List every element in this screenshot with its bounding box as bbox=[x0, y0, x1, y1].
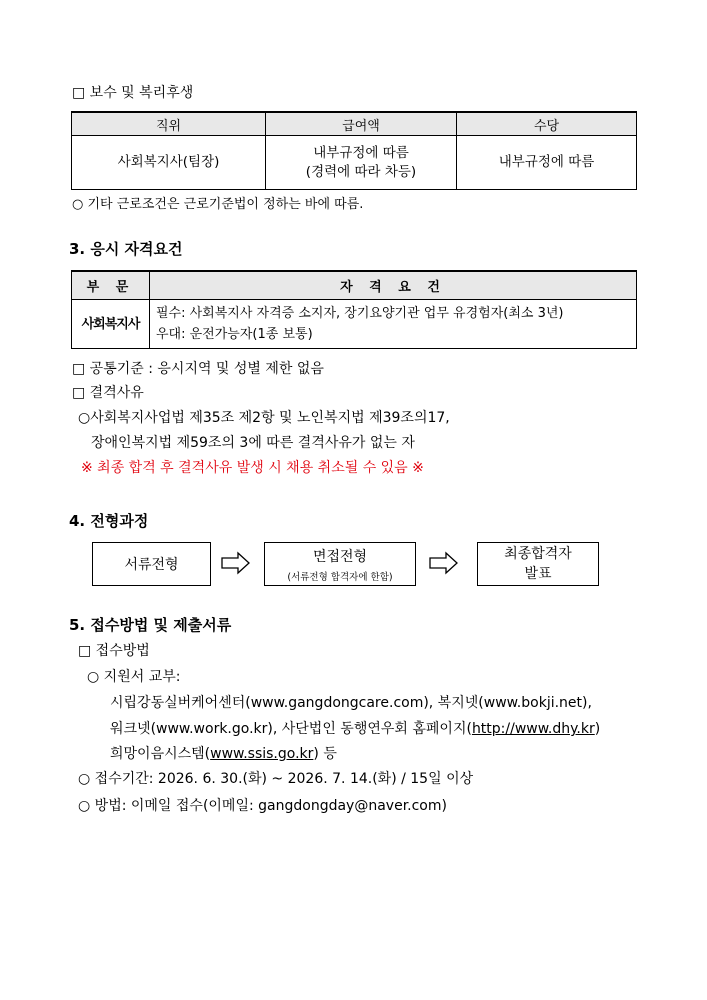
header-position: 직위 bbox=[72, 112, 266, 136]
sites-line3 bbox=[110, 743, 337, 763]
step-interview bbox=[264, 542, 416, 586]
sites-line2-prefix: 워크넷(www.work.go.kr), 사단법인 동행연우회 홈페이지( bbox=[110, 721, 472, 737]
cell-pay bbox=[266, 136, 457, 190]
dhy-link[interactable]: http://www.dhy.kr bbox=[471, 721, 595, 737]
sites-line1: 시립강동실버케어센터(www.gangdongcare.com), 복지넷(www.bokji.net), bbox=[110, 695, 592, 711]
sites-line3-suffix: ) 등 bbox=[313, 746, 337, 762]
arrow-right-icon bbox=[221, 551, 251, 575]
salary-heading: □ 보수 및 복리후생 bbox=[72, 85, 194, 101]
step-final-announcement bbox=[477, 542, 599, 586]
form-label: ○ 지원서 교부: bbox=[87, 669, 181, 685]
required-text: 필수: 사회복지사 자격증 소지자, 장기요양기관 업무 유경험자(최소 3년) bbox=[156, 306, 564, 321]
section3-title: 3. 응시 자격요건 bbox=[69, 240, 183, 258]
step-document-screening bbox=[92, 542, 211, 586]
application-period: ○ 접수기간: 2026. 6. 30.(화) ~ 2026. 7. 14.(화) / 15일 이상 bbox=[78, 771, 474, 787]
qualification-table bbox=[71, 270, 637, 349]
step2-sub: (서류전형 합격자에 한함) bbox=[287, 571, 393, 583]
cell-pay-line1: 내부규정에 따름 bbox=[313, 144, 409, 161]
salary-table bbox=[71, 111, 637, 190]
table-row bbox=[72, 300, 637, 349]
step1-label: 서류전형 bbox=[124, 557, 179, 573]
ssis-link[interactable]: www.ssis.go.kr bbox=[210, 746, 314, 762]
cell-dept: 사회복지사 bbox=[72, 300, 150, 349]
disqualification-line2: 장애인복지법 제59조의 3에 따른 결격사유가 없는 자 bbox=[91, 435, 415, 451]
step3-line2: 발표 bbox=[524, 566, 552, 582]
sites-line3-prefix: 희망이음시스템( bbox=[110, 746, 211, 762]
header-dept: 부 문 bbox=[72, 271, 150, 300]
header-requirements: 자 격 요 건 bbox=[150, 271, 637, 300]
cell-requirements bbox=[150, 300, 637, 349]
method-heading: □ 접수방법 bbox=[78, 643, 150, 659]
header-pay: 급여액 bbox=[266, 112, 457, 136]
cell-pay-line2: (경력에 따라 차등) bbox=[305, 163, 417, 180]
header-allowance: 수당 bbox=[457, 112, 637, 136]
arrow-right-icon bbox=[429, 551, 459, 575]
common-criteria: □ 공통기준 : 응시지역 및 성별 제한 없음 bbox=[72, 361, 324, 377]
cell-position: 사회복지사(팀장) bbox=[72, 136, 266, 190]
sites-line2-suffix: ) bbox=[594, 721, 601, 737]
disqualification-heading: □ 결격사유 bbox=[72, 385, 144, 401]
disqualification-line1: ○사회복지사업법 제35조 제2항 및 노인복지법 제39조의17, bbox=[78, 410, 450, 426]
section4-title: 4. 전형과정 bbox=[69, 512, 149, 530]
preferred-text: 우대: 운전가능자(1종 보통) bbox=[156, 327, 313, 342]
cell-allowance: 내부규정에 따름 bbox=[457, 136, 637, 190]
salary-note: ○ 기타 근로조건은 근로기준법이 정하는 바에 따름. bbox=[72, 197, 364, 212]
step2-label: 면접전형 bbox=[312, 548, 368, 565]
step3-line1: 최종합격자 bbox=[504, 546, 572, 562]
section5-title: 5. 접수방법 및 제출서류 bbox=[69, 616, 232, 634]
sites-line2 bbox=[110, 718, 600, 738]
table-row bbox=[72, 136, 637, 190]
application-method: ○ 방법: 이메일 접수(이메일: gangdongday@naver.com) bbox=[78, 798, 447, 814]
cancellation-warning: ※ 최종 합격 후 결격사유 발생 시 채용 취소될 수 있음 ※ bbox=[81, 460, 424, 476]
